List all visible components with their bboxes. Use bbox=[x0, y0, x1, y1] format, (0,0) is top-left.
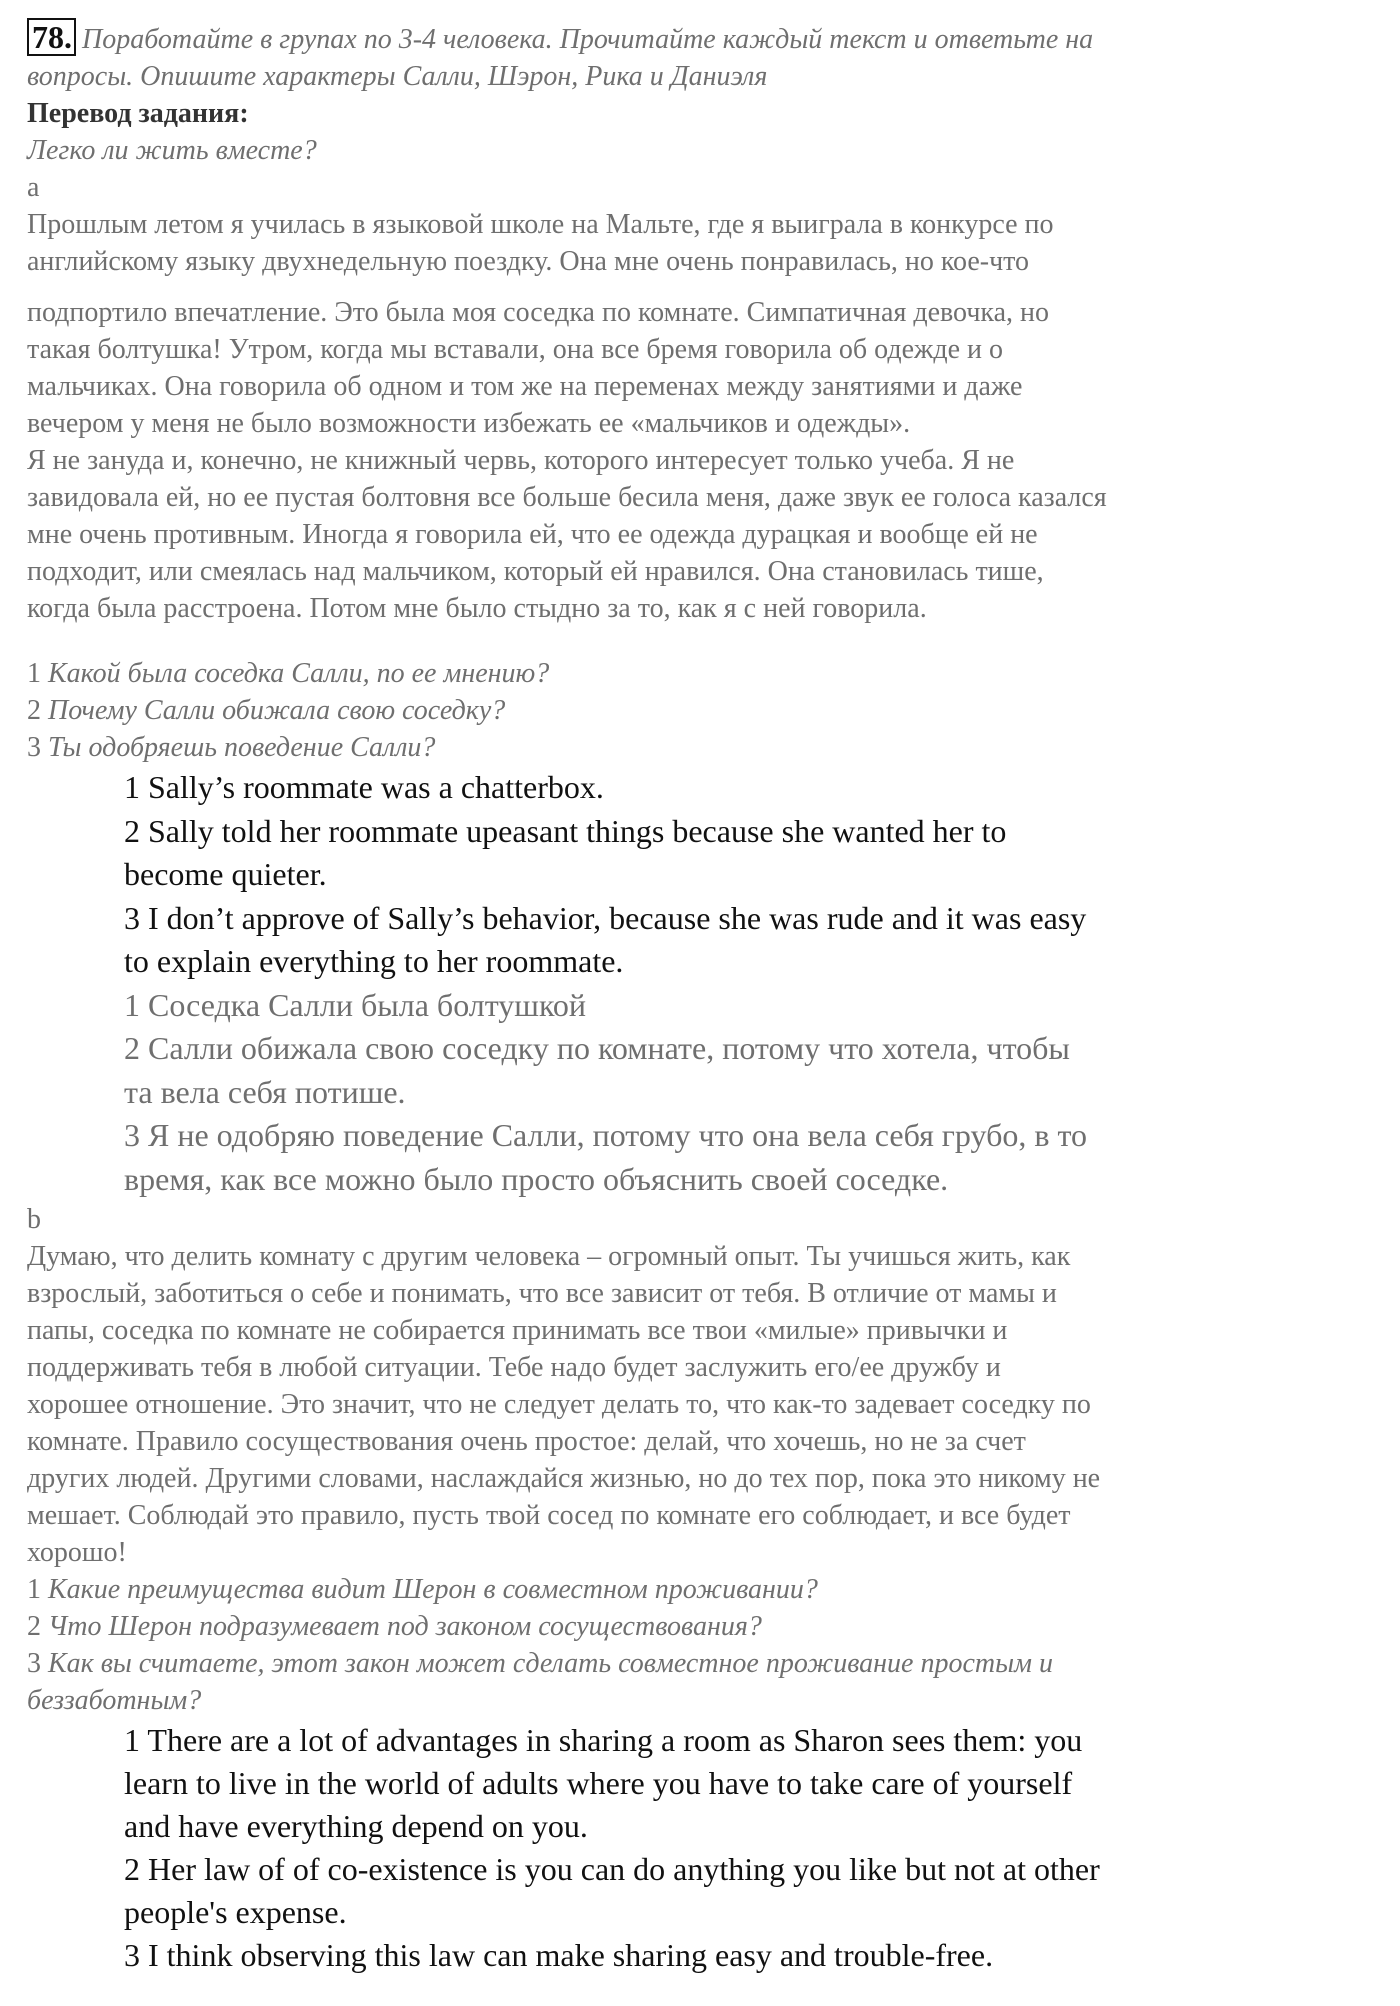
section-a-paragraph-2 bbox=[27, 294, 1377, 627]
question-item: 2 Почему Салли обижала свою соседку? bbox=[27, 695, 506, 726]
document-page bbox=[27, 18, 1377, 1977]
answer-line-en: and have everything depend on you. bbox=[124, 1808, 588, 1844]
paragraph-line: мальчиках. Она говорила об одном и том же на переменах между занятиями и даже bbox=[27, 371, 1023, 402]
section-a-questions bbox=[27, 655, 1377, 766]
task-number: 78. bbox=[27, 18, 76, 56]
answer-line-en: 1 Sally’s roommate was a chatterbox. bbox=[124, 769, 604, 805]
section-b-questions bbox=[27, 1571, 1377, 1719]
answer-line-ru: 1 Соседка Салли была болтушкой bbox=[124, 986, 586, 1023]
subtitle: Легко ли жить вместе? bbox=[27, 135, 317, 166]
question-item: 3 Ты одобряешь поведение Салли? bbox=[27, 732, 436, 763]
paragraph-line: других людей. Другими словами, наслаждайся жизнью, но до тех пор, пока это никому не bbox=[27, 1463, 1101, 1494]
answer-line-en: to explain everything to her roommate. bbox=[124, 943, 624, 979]
answer-line-en: 2 Her law of of co-existence is you can do anything you like but not at other bbox=[124, 1851, 1100, 1887]
answer-line-en: 3 I think observing this law can make sharing easy and trouble-free. bbox=[124, 1937, 994, 1973]
answer-line-en: become quieter. bbox=[124, 856, 327, 892]
paragraph-line: мне очень противным. Иногда я говорила ей, что ее одежда дурацкая и вообще ей не bbox=[27, 519, 1038, 550]
section-b-answers bbox=[27, 1719, 1314, 1977]
section-b-paragraph bbox=[27, 1238, 1377, 1571]
question-item: 1 Какие преимущества видит Шерон в совместном проживании? bbox=[27, 1574, 818, 1605]
section-a-label: a bbox=[27, 172, 40, 203]
paragraph-line: такая болтушка! Утром, когда мы вставали, она все бремя говорила об одежде и о bbox=[27, 334, 1003, 365]
paragraph-line: подходит, или смеялась над мальчиком, который ей нравился. Она становилась тише, bbox=[27, 556, 1044, 587]
paragraph-line: Прошлым летом я училась в языковой школе на Мальте, где я выиграла в конкурсе по bbox=[27, 209, 1054, 240]
translation-heading: Перевод задания: bbox=[27, 98, 249, 129]
question-item: 2 Что Шерон подразумевает под законом сосуществования? bbox=[27, 1611, 762, 1642]
paragraph-line: завидовала ей, но ее пустая болтовня все больше бесила меня, даже звук ее голоса казался bbox=[27, 482, 1107, 513]
answer-line-en: 2 Sally told her roommate upeasant things because she wanted her to bbox=[124, 812, 1007, 849]
answer-line-en: people's expense. bbox=[124, 1894, 347, 1930]
answer-line-en: learn to live in the world of adults where you have to take care of yourself bbox=[124, 1765, 1073, 1801]
paragraph-line: Я не зануда и, конечно, не книжный червь, которого интересует только учеба. Я не bbox=[27, 445, 1015, 476]
paragraph-line: подпортило впечатление. Это была моя соседка по комнате. Симпатичная девочка, но bbox=[27, 297, 1049, 328]
answer-line-ru: 3 Я не одобряю поведение Салли, потому что она вела себя грубо, в то bbox=[124, 1117, 1088, 1153]
answer-line-ru: время, как все можно было просто объяснить своей соседке. bbox=[124, 1160, 949, 1197]
instruction-line-2: вопросы. Опишите характеры Салли, Шэрон, Рика и Даниэля bbox=[27, 61, 768, 92]
paragraph-line: когда была расстроена. Потом мне было стыдно за то, как я с ней говорила. bbox=[27, 593, 927, 624]
question-item: 1 Какой была соседка Салли, по ее мнению? bbox=[27, 658, 550, 689]
question-item-continuation: беззаботным? bbox=[27, 1685, 202, 1716]
question-item: 3 Как вы считаете, этот закон может сделать совместное проживание простым и bbox=[27, 1648, 1053, 1679]
paragraph-line: мешает. Соблюдай это правило, пусть твой сосед по комнате его соблюдает, и все будет bbox=[27, 1500, 1071, 1531]
paragraph-line: взрослый, заботиться о себе и понимать, что все зависит от тебя. В отличие от мамы и bbox=[27, 1278, 1057, 1309]
paragraph-line: поддерживать тебя в любой ситуации. Тебе надо будет заслужить его/ее дружбу и bbox=[27, 1352, 1001, 1383]
paragraph-line: папы, соседка по комнате не собирается принимать все твои «милые» привычки и bbox=[27, 1315, 1008, 1346]
section-b-label: b bbox=[27, 1204, 41, 1235]
paragraph-line: английскому языку двухнедельную поездку. Она мне очень понравилась, но кое-что bbox=[27, 246, 1030, 277]
paragraph-line: комнате. Правило сосуществования очень простое: делай, что хочешь, но не за счет bbox=[27, 1426, 1026, 1457]
instruction-line-1: Поработайте в групах по 3-4 человека. Прочитайте каждый текст и ответьте на bbox=[82, 24, 1094, 55]
answer-line-en: 1 There are a lot of advantages in sharing a room as Sharon sees them: you bbox=[124, 1722, 1083, 1758]
answer-line-en: 3 I don’t approve of Sally’s behavior, because she was rude and it was easy bbox=[124, 899, 1087, 936]
paragraph-line: хорошо! bbox=[27, 1537, 127, 1568]
answer-line-ru: 2 Салли обижала свою соседку по комнате, потому что хотела, чтобы bbox=[124, 1030, 1070, 1066]
paragraph-line: хорошее отношение. Это значит, что не следует делать то, что как-то задевает соседку по bbox=[27, 1389, 1091, 1420]
paragraph-line: Думаю, что делить комнату с другим человека – огромный опыт. Ты учишься жить, как bbox=[27, 1241, 1071, 1272]
section-a-answers bbox=[27, 766, 1314, 1201]
section-a-paragraph-1 bbox=[27, 206, 1377, 280]
answer-line-ru: та вела себя потише. bbox=[124, 1073, 406, 1110]
paragraph-line: вечером у меня не было возможности избежать ее «мальчиков и одежды». bbox=[27, 408, 911, 439]
task-instruction bbox=[27, 18, 1377, 58]
